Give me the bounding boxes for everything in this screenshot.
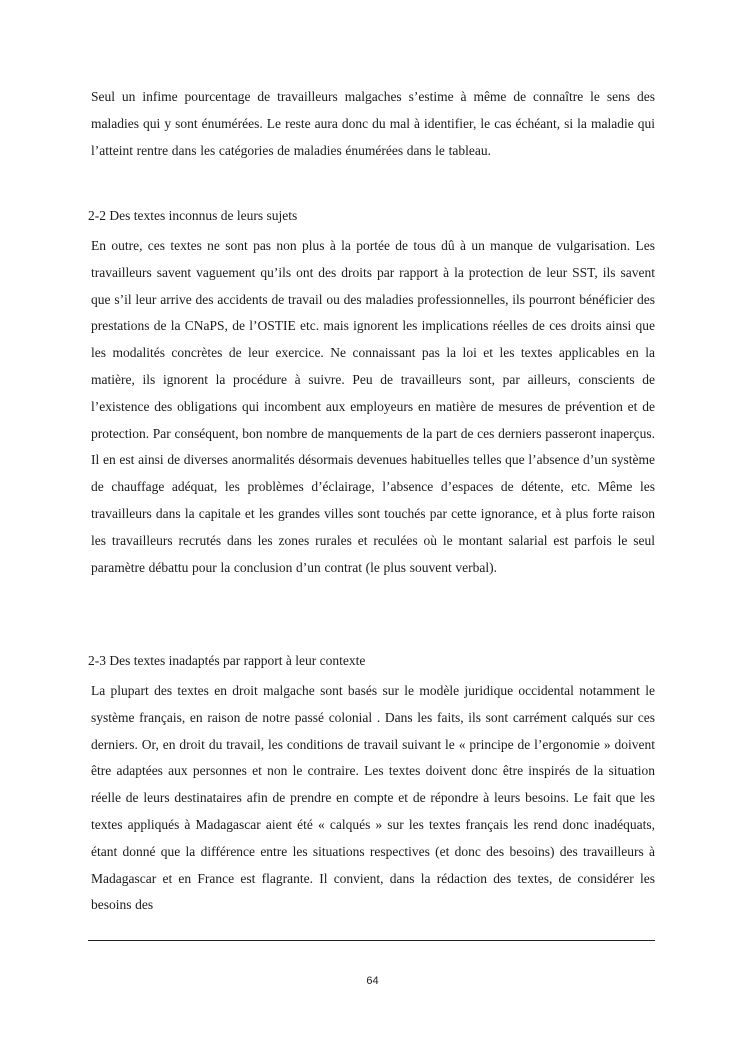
section-heading-2-2: 2-2 Des textes inconnus de leurs sujets bbox=[88, 208, 298, 223]
section-2-3-paragraph: La plupart des textes en droit malgache sont basés sur le modèle juridique occidental notamment le système français, en raison de notre passé colonial . Dans les faits, ils sont carrément calqués sur ces derniers. Or, en droit du travail, les conditions de travail suivant le « principe de l’ergonomie » doivent être adaptées aux personnes et non le contraire. Les textes doivent donc être inspirés de la situation réelle de leurs destinataires afin de prendre en compte et de répondre à leurs besoins. Le fait que les textes appliqués à Madagascar aient été « calqués » sur les textes français les rend donc inadéquats, étant donné que la différence entre les situations respectives (et donc des besoins) des travailleurs à Madagascar et en France est flagrante. Il convient, dans la rédaction des textes, de considérer les besoins des bbox=[91, 683, 655, 913]
section-heading-2-3: 2-3 Des textes inadaptés par rapport à leur contexte bbox=[88, 653, 366, 668]
page-number: 64 bbox=[366, 975, 379, 987]
section-2-2-paragraph: En outre, ces textes ne sont pas non plus à la portée de tous dû à un manque de vulgarisation. Les travailleurs savent vaguement qu’ils ont des droits par rapport à la protection de leur SST, ils savent que s’il leur arrive des accidents de travail ou des maladies professionnelles, ils pourront bénéficier des prestations de la CNaPS, de l’OSTIE etc. mais ignorent les implications réelles de ces droits ainsi que les modalités concrètes de leur exercice. Ne connaissant pas la loi et les textes applicables en la matière, ils ignorent la procédure à suivre. Peu de travailleurs sont, par ailleurs, conscients de l’existence des obligations qui incombent aux employeurs en matière de mesures de prévention et de protection. Par conséquent, bon nombre de manquements de la part de ces derniers passeront inaperçus. Il en est ainsi de diverses anormalités désormais devenues habituelles telles que l’absence d’un système de chauffage adéquat, les problèmes d’éclairage, l’absence d’espaces de détente, etc. Même les travailleurs dans la capitale et les grandes villes sont touchés par cette ignorance, et à plus forte raison les travailleurs recrutés dans les zones rurales et reculées où le montant salarial est parfois le seul paramètre débattu pour la conclusion d’un contrat (le plus souvent verbal). bbox=[91, 238, 655, 575]
footer-divider bbox=[88, 940, 655, 941]
intro-paragraph: Seul un infime pourcentage de travailleurs malgaches s’estime à même de connaître le sens des maladies qui y sont énumérées. Le reste aura donc du mal à identifier, le cas échéant, si la maladie qui l’atteint rentre dans les catégories de maladies énumérées dans le tableau. bbox=[91, 89, 655, 158]
